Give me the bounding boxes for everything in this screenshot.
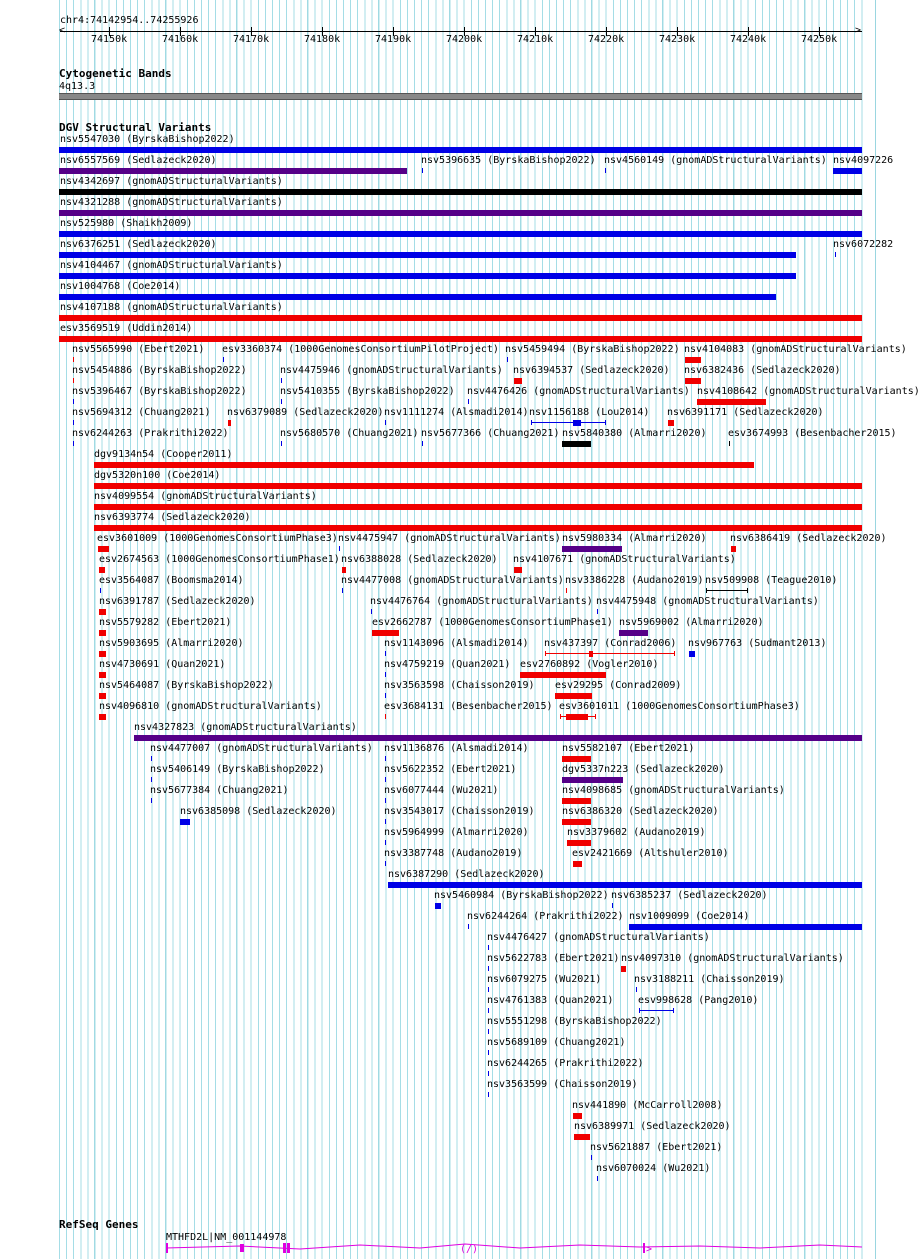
sv-label[interactable]: nsv6393774 (Sedlazeck2020) (94, 512, 251, 523)
sv-bar[interactable] (100, 588, 101, 593)
sv-label[interactable]: nsv5621887 (Ebert2021) (590, 1142, 723, 1153)
sv-bar[interactable] (562, 819, 591, 825)
sv-bar[interactable] (151, 756, 152, 761)
ruler-tick-label: 74170k (233, 34, 270, 45)
sv-label[interactable]: nsv5464087 (ByrskaBishop2022) (99, 680, 274, 691)
sv-label[interactable]: nsv5396635 (ByrskaBishop2022) (421, 155, 596, 166)
sv-bar[interactable] (668, 420, 674, 426)
sv-label[interactable]: nsv5677384 (Chuang2021) (150, 785, 289, 796)
sv-bar[interactable] (73, 420, 74, 425)
sv-bar[interactable] (573, 420, 581, 426)
sv-label[interactable]: nsv4097226 (833, 155, 894, 166)
sv-bar[interactable] (281, 378, 282, 383)
sv-bar[interactable] (388, 882, 862, 888)
sv-label[interactable]: esv3684131 (Besenbacher2015) (384, 701, 553, 712)
sv-label[interactable]: nsv6389971 (Sedlazeck2020) (574, 1121, 731, 1132)
cytoband-title: Cytogenetic Bands (59, 67, 172, 80)
sv-label[interactable]: nsv4730691 (Quan2021) (99, 659, 226, 670)
sv-bar[interactable] (99, 609, 106, 615)
sv-label[interactable]: nsv4104083 (gnomADStructuralVariants) (684, 344, 907, 355)
sv-label[interactable]: nsv3386228 (Audano2019) (565, 575, 704, 586)
sv-label[interactable]: esv2760892 (Vogler2010) (520, 659, 659, 670)
sv-label[interactable]: nsv3563598 (Chaisson2019) (384, 680, 535, 691)
sv-bar[interactable] (94, 504, 862, 510)
sv-label[interactable]: nsv4096810 (gnomADStructuralVariants) (99, 701, 322, 712)
sv-label[interactable]: nsv1136876 (Alsmadi2014) (384, 743, 529, 754)
sv-bar[interactable] (488, 1050, 489, 1055)
sv-bar[interactable] (747, 588, 748, 593)
sv-label[interactable]: nsv5410355 (ByrskaBishop2022) (280, 386, 455, 397)
gene-model[interactable] (0, 1238, 890, 1258)
sv-bar[interactable] (595, 714, 596, 719)
sv-bar[interactable] (59, 336, 862, 342)
sv-label[interactable]: nsv4108642 (gnomADStructuralVariants) (697, 386, 920, 397)
sv-bar[interactable] (59, 147, 862, 153)
sv-label[interactable]: nsv6388028 (Sedlazeck2020) (341, 554, 498, 565)
svg-text:(/): (/) (460, 1244, 479, 1255)
sv-label[interactable]: nsv6072282 (833, 239, 894, 250)
sv-label[interactable]: nsv6387290 (Sedlazeck2020) (388, 869, 545, 880)
sv-bar[interactable] (281, 441, 282, 446)
ruler-tick-label: 74180k (304, 34, 341, 45)
dgv-title: DGV Structural Variants (59, 121, 212, 134)
sv-label[interactable]: esv29295 (Conrad2009) (555, 680, 682, 691)
sv-bar[interactable] (514, 567, 522, 573)
sv-label[interactable]: nsv4475947 (gnomADStructuralVariants) (338, 533, 561, 544)
sv-bar[interactable] (574, 1134, 590, 1140)
ruler-tick-label: 74200k (446, 34, 483, 45)
sv-bar[interactable] (689, 651, 695, 657)
sv-bar[interactable] (560, 714, 561, 719)
sv-bar[interactable] (223, 357, 224, 362)
sv-bar[interactable] (706, 588, 707, 593)
sv-bar[interactable] (180, 819, 190, 825)
sv-bar[interactable] (468, 399, 469, 404)
sv-label[interactable]: esv998628 (Pang2010) (638, 995, 759, 1006)
sv-bar[interactable] (566, 588, 567, 593)
sv-bar[interactable] (385, 651, 386, 656)
sv-label[interactable]: nsv1156188 (Lou2014) (529, 407, 650, 418)
sv-label[interactable]: nsv6376251 (Sedlazeck2020) (60, 239, 217, 250)
sv-bar[interactable] (73, 357, 74, 362)
sv-label[interactable]: nsv4761383 (Quan2021) (487, 995, 614, 1006)
sv-bar[interactable] (342, 588, 343, 593)
sv-bar[interactable] (520, 672, 606, 678)
sv-bar[interactable] (59, 210, 862, 216)
sv-label[interactable]: esv2421669 (Altshuler2010) (572, 848, 729, 859)
sv-bar[interactable] (281, 399, 282, 404)
sv-bar[interactable] (385, 819, 386, 824)
sv-label[interactable]: nsv6391171 (Sedlazeck2020) (667, 407, 824, 418)
sv-bar[interactable] (385, 420, 386, 425)
sv-label[interactable]: nsv4759219 (Quan2021) (384, 659, 511, 670)
sv-label[interactable]: nsv6557569 (Sedlazeck2020) (60, 155, 217, 166)
sv-label[interactable]: nsv5579282 (Ebert2021) (99, 617, 232, 628)
sv-label[interactable]: nsv967763 (Sudmant2013) (688, 638, 827, 649)
ruler-location: chr4:74142954..74255926 (60, 15, 199, 26)
sv-label[interactable]: nsv6382436 (Sedlazeck2020) (684, 365, 841, 376)
sv-bar[interactable] (605, 168, 606, 173)
sv-label[interactable]: nsv3379602 (Audano2019) (567, 827, 706, 838)
sv-label[interactable]: nsv4475946 (gnomADStructuralVariants) (280, 365, 503, 376)
sv-bar[interactable] (385, 777, 386, 782)
sv-bar[interactable] (514, 378, 522, 384)
sv-bar[interactable] (629, 924, 862, 930)
sv-label[interactable]: nsv3543017 (Chaisson2019) (384, 806, 535, 817)
sv-bar[interactable] (151, 777, 152, 782)
sv-bar[interactable] (531, 422, 606, 423)
sv-label[interactable]: nsv4327823 (gnomADStructuralVariants) (134, 722, 357, 733)
sv-bar[interactable] (621, 966, 626, 972)
sv-label[interactable]: nsv5396467 (ByrskaBishop2022) (72, 386, 247, 397)
sv-bar[interactable] (59, 273, 796, 279)
sv-bar[interactable] (435, 903, 441, 909)
sv-label[interactable]: nsv6385237 (Sedlazeck2020) (611, 890, 768, 901)
sv-bar[interactable] (488, 945, 489, 950)
sv-bar[interactable] (99, 714, 106, 720)
sv-label[interactable]: nsv6079275 (Wu2021) (487, 974, 602, 985)
sv-bar[interactable] (99, 693, 106, 699)
sv-label[interactable]: nsv4107188 (gnomADStructuralVariants) (60, 302, 283, 313)
sv-bar[interactable] (488, 1029, 489, 1034)
sv-bar[interactable] (422, 441, 423, 446)
sv-bar[interactable] (59, 294, 776, 300)
sv-label[interactable]: nsv4476426 (gnomADStructuralVariants) (467, 386, 690, 397)
ruler-tick-label: 74150k (91, 34, 128, 45)
sv-label[interactable]: nsv5964999 (Almarri2020) (384, 827, 529, 838)
sv-label[interactable]: nsv3387748 (Audano2019) (384, 848, 523, 859)
sv-bar[interactable] (372, 630, 399, 636)
sv-bar[interactable] (468, 924, 469, 929)
sv-bar[interactable] (619, 630, 648, 636)
sv-label[interactable]: nsv4475948 (gnomADStructuralVariants) (596, 596, 819, 607)
sv-bar[interactable] (99, 630, 106, 636)
sv-bar[interactable] (531, 420, 532, 425)
sv-bar[interactable] (567, 840, 591, 846)
sv-label[interactable]: esv3601011 (1000GenomesConsortiumPhase3) (559, 701, 800, 712)
sv-label[interactable]: nsv5582107 (Ebert2021) (562, 743, 695, 754)
sv-bar[interactable] (597, 609, 598, 614)
sv-bar[interactable] (73, 441, 74, 446)
sv-label[interactable]: nsv6386419 (Sedlazeck2020) (730, 533, 887, 544)
sv-label[interactable]: nsv4107671 (gnomADStructuralVariants) (513, 554, 736, 565)
sv-label[interactable]: nsv5622352 (Ebert2021) (384, 764, 517, 775)
sv-label[interactable]: nsv6244263 (Prakrithi2022) (72, 428, 229, 439)
sv-bar[interactable] (134, 735, 862, 741)
sv-label[interactable]: nsv5980334 (Almarri2020) (562, 533, 707, 544)
sv-bar[interactable] (488, 1092, 489, 1097)
refseq-title: RefSeq Genes (59, 1218, 139, 1231)
sv-bar[interactable] (59, 168, 407, 174)
sv-label[interactable]: nsv5459494 (ByrskaBishop2022) (505, 344, 680, 355)
sv-label[interactable]: nsv4104467 (gnomADStructuralVariants) (60, 260, 283, 271)
sv-label[interactable]: nsv509908 (Teague2010) (705, 575, 838, 586)
sv-bar[interactable] (589, 651, 593, 657)
sv-bar[interactable] (562, 777, 623, 783)
sv-bar[interactable] (371, 609, 372, 614)
sv-bar[interactable] (729, 441, 730, 446)
sv-bar[interactable] (59, 189, 862, 195)
gene-label[interactable]: MTHFD2L|NM_001144978 (166, 1232, 287, 1243)
sv-bar[interactable] (545, 651, 546, 656)
sv-label[interactable]: nsv5454886 (ByrskaBishop2022) (72, 365, 247, 376)
sv-bar[interactable] (488, 1008, 489, 1013)
sv-label[interactable]: dgv5320n100 (Coe2014) (94, 470, 221, 481)
sv-bar[interactable] (98, 546, 109, 552)
sv-label[interactable]: nsv441890 (McCarroll2008) (572, 1100, 723, 1111)
sv-label[interactable]: nsv4098685 (gnomADStructuralVariants) (562, 785, 785, 796)
sv-bar[interactable] (94, 525, 862, 531)
sv-bar[interactable] (639, 1008, 640, 1013)
sv-label[interactable]: nsv6244264 (Prakrithi2022) (467, 911, 624, 922)
sv-bar[interactable] (605, 420, 606, 425)
sv-bar[interactable] (385, 756, 386, 761)
sv-bar[interactable] (612, 903, 613, 908)
sv-label[interactable]: nsv4321288 (gnomADStructuralVariants) (60, 197, 283, 208)
sv-label[interactable]: nsv4477008 (gnomADStructuralVariants) (341, 575, 564, 586)
sv-bar[interactable] (597, 1176, 598, 1181)
sv-bar[interactable] (835, 252, 836, 257)
sv-bar[interactable] (685, 378, 701, 384)
sv-label[interactable]: nsv5969002 (Almarri2020) (619, 617, 764, 628)
sv-bar[interactable] (422, 168, 423, 173)
ruler-tick-label: 74230k (659, 34, 696, 45)
sv-label[interactable]: nsv6385098 (Sedlazeck2020) (180, 806, 337, 817)
sv-label[interactable]: esv3564087 (Boomsma2014) (99, 575, 244, 586)
sv-label[interactable]: nsv4342697 (gnomADStructuralVariants) (60, 176, 283, 187)
sv-label[interactable]: nsv6077444 (Wu2021) (384, 785, 499, 796)
sv-label[interactable]: nsv3188211 (Chaisson2019) (634, 974, 785, 985)
sv-label[interactable]: esv3601009 (1000GenomesConsortiumPhase3) (97, 533, 338, 544)
sv-bar[interactable] (385, 861, 386, 866)
sv-label[interactable]: nsv5840380 (Almarri2020) (562, 428, 707, 439)
sv-label[interactable]: nsv5677366 (Chuang2021) (421, 428, 560, 439)
sv-bar[interactable] (674, 651, 675, 656)
cytoband-label: 4q13.3 (59, 81, 96, 92)
sv-bar[interactable] (99, 651, 106, 657)
sv-label[interactable]: nsv4477007 (gnomADStructuralVariants) (150, 743, 373, 754)
sv-label[interactable]: dgv5337n223 (Sedlazeck2020) (562, 764, 725, 775)
sv-bar[interactable] (697, 399, 766, 405)
sv-label[interactable]: nsv4476427 (gnomADStructuralVariants) (487, 932, 710, 943)
sv-label[interactable]: nsv5903695 (Almarri2020) (99, 638, 244, 649)
sv-label[interactable]: esv2674563 (1000GenomesConsortiumPhase1) (99, 554, 340, 565)
sv-label[interactable]: nsv5547030 (ByrskaBishop2022) (60, 134, 235, 145)
sv-bar[interactable] (555, 693, 592, 699)
ruler-tick-label: 74190k (375, 34, 412, 45)
sv-bar[interactable] (562, 546, 622, 552)
sv-label[interactable]: nsv5689109 (Chuang2021) (487, 1037, 626, 1048)
sv-bar[interactable] (833, 168, 862, 174)
sv-bar[interactable] (562, 798, 591, 804)
sv-bar[interactable] (342, 567, 346, 573)
sv-bar[interactable] (99, 567, 105, 573)
sv-bar[interactable] (562, 756, 591, 762)
sv-bar[interactable] (639, 1010, 674, 1011)
sv-bar[interactable] (73, 399, 74, 404)
sv-bar[interactable] (59, 315, 862, 321)
sv-bar[interactable] (566, 714, 588, 720)
sv-label[interactable]: nsv6394537 (Sedlazeck2020) (513, 365, 670, 376)
sv-label[interactable]: nsv5622783 (Ebert2021) (487, 953, 620, 964)
sv-label[interactable]: nsv6070024 (Wu2021) (596, 1163, 711, 1174)
sv-bar[interactable] (94, 483, 862, 489)
ruler-right-arrow: > (855, 25, 862, 36)
sv-bar[interactable] (59, 252, 796, 258)
sv-bar[interactable] (228, 420, 231, 426)
sv-label[interactable]: nsv525980 (Shaikh2009) (60, 218, 193, 229)
sv-label[interactable]: nsv4097310 (gnomADStructuralVariants) (621, 953, 844, 964)
sv-bar[interactable] (385, 798, 386, 803)
svg-text:>: > (646, 1244, 653, 1255)
sv-bar[interactable] (488, 987, 489, 992)
sv-bar[interactable] (573, 861, 582, 867)
sv-label[interactable]: nsv5680570 (Chuang2021) (280, 428, 419, 439)
sv-label[interactable]: nsv5565990 (Ebert2021) (72, 344, 205, 355)
sv-bar[interactable] (673, 1008, 674, 1013)
sv-label[interactable]: nsv4099554 (gnomADStructuralVariants) (94, 491, 317, 502)
ruler-left-arrow: < (59, 25, 66, 36)
sv-bar[interactable] (488, 1071, 489, 1076)
sv-label[interactable]: nsv6379089 (Sedlazeck2020) (227, 407, 384, 418)
sv-label[interactable]: nsv6244265 (Prakrithi2022) (487, 1058, 644, 1069)
sv-label[interactable]: esv2662787 (1000GenomesConsortiumPhase1) (372, 617, 613, 628)
sv-bar[interactable] (339, 546, 340, 551)
sv-bar[interactable] (507, 357, 508, 362)
ruler-tick-label: 74220k (588, 34, 625, 45)
sv-bar[interactable] (488, 966, 489, 971)
sv-label[interactable]: dgv9134n54 (Cooper2011) (94, 449, 233, 460)
sv-bar[interactable] (385, 672, 386, 677)
sv-label[interactable]: nsv5460984 (ByrskaBishop2022) (434, 890, 609, 901)
sv-bar[interactable] (151, 798, 152, 803)
sv-label[interactable]: nsv1004768 (Coe2014) (60, 281, 181, 292)
sv-bar[interactable] (99, 672, 106, 678)
sv-label[interactable]: nsv5551298 (ByrskaBishop2022) (487, 1016, 662, 1027)
sv-bar[interactable] (94, 462, 754, 468)
sv-bar[interactable] (562, 441, 591, 447)
cytoband-bar (59, 93, 862, 100)
sv-bar[interactable] (706, 590, 748, 591)
sv-label[interactable]: nsv6386320 (Sedlazeck2020) (562, 806, 719, 817)
sv-bar[interactable] (685, 357, 701, 363)
ruler-tick-label: 74210k (517, 34, 554, 45)
ruler-tick-label: 74240k (730, 34, 767, 45)
sv-bar[interactable] (385, 714, 386, 719)
sv-bar[interactable] (636, 987, 637, 992)
sv-label[interactable]: nsv5406149 (ByrskaBishop2022) (150, 764, 325, 775)
sv-bar[interactable] (545, 653, 675, 654)
sv-label[interactable]: nsv6391787 (Sedlazeck2020) (99, 596, 256, 607)
ruler-tick-label: 74250k (801, 34, 838, 45)
sv-label[interactable]: nsv1111274 (Alsmadi2014) (384, 407, 529, 418)
sv-bar[interactable] (385, 840, 386, 845)
sv-label[interactable]: nsv4560149 (gnomADStructuralVariants) (604, 155, 827, 166)
ruler-tick-label: 74160k (162, 34, 199, 45)
sv-label[interactable]: esv3569519 (Uddin2014) (60, 323, 193, 334)
sv-label[interactable]: esv3674993 (Besenbacher2015) (728, 428, 897, 439)
sv-label[interactable]: nsv5694312 (Chuang2021) (72, 407, 211, 418)
sv-label[interactable]: nsv437397 (Conrad2006) (544, 638, 677, 649)
sv-label[interactable]: nsv1009099 (Coe2014) (629, 911, 750, 922)
sv-bar[interactable] (59, 231, 862, 237)
sv-bar[interactable] (591, 1155, 592, 1160)
sv-bar[interactable] (731, 546, 736, 552)
sv-bar[interactable] (385, 693, 386, 698)
sv-label[interactable]: nsv4476764 (gnomADStructuralVariants) (370, 596, 593, 607)
sv-bar[interactable] (573, 1113, 582, 1119)
sv-label[interactable]: nsv1143096 (Alsmadi2014) (384, 638, 529, 649)
sv-label[interactable]: esv3360374 (1000GenomesConsortiumPilotProject) (222, 344, 499, 355)
sv-bar[interactable] (73, 378, 74, 383)
sv-label[interactable]: nsv3563599 (Chaisson2019) (487, 1079, 638, 1090)
